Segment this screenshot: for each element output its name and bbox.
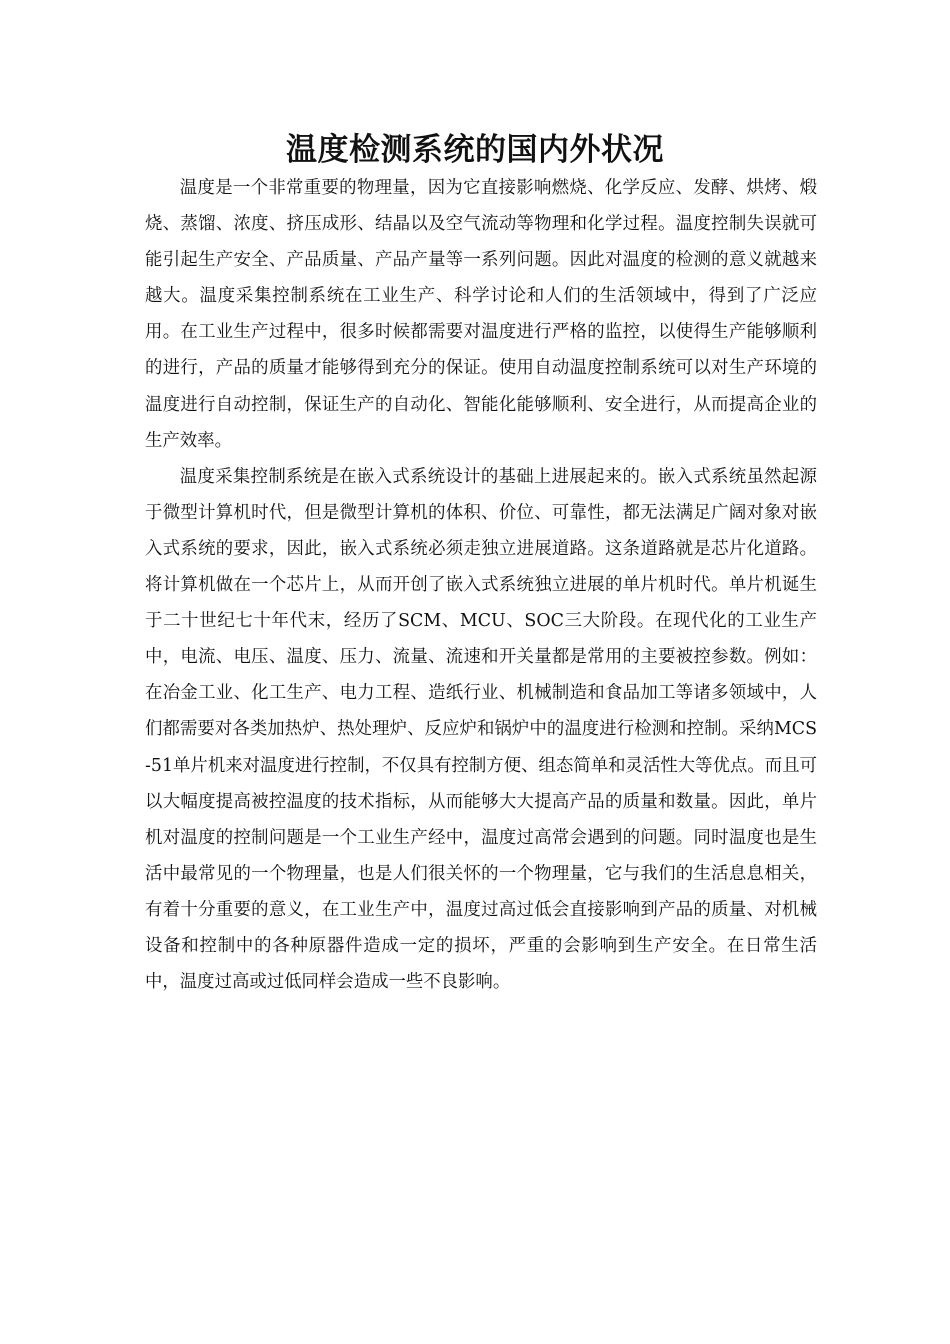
document-body <box>145 170 817 1000</box>
paragraph-1: 温度是一个非常重要的物理量，因为它直接影响燃烧、化学反应、发酵、烘烤、煅烧、蒸馏、浓度、挤压成形、结晶以及空气流动等物理和化学过程。温度控制失误就可能引起生产安全、产品质量、产品产量等一系列问题。因此对温度的检测的意义就越来越大。温度采集控制系统在工业生产、科学讨论和人们的生活领域中，得到了广泛应用。在工业生产过程中，很多时候都需要对温度进行严格的监控，以使得生产能够顺利的进行，产品的质量才能够得到充分的保证。使用自动温度控制系统可以对生产环境的温度进行自动控制，保证生产的自动化、智能化能够顺利、安全进行，从而提高企业的生产效率。 <box>145 178 817 451</box>
document-title: 温度检测系统的国内外状况 <box>286 132 664 168</box>
paragraph-2: 温度采集控制系统是在嵌入式系统设计的基础上进展起来的。嵌入式系统虽然起源于微型计算机时代，但是微型计算机的体积、价位、可靠性，都无法满足广阔对象对嵌入式系统的要求，因此，嵌入式系统必须走独立进展道路。这条道路就是芯片化道路。将计算机做在一个芯片上，从而开创了嵌入式系统独立进展的单片机时代。单片机诞生于二十世纪七十年代末，经历了SCM、MCU、SOC三大阶段。在现代化的工业生产中，电流、电压、温度、压力、流量、流速和开关量都是常用的主要被控参数。例如：在冶金工业、化工生产、电力工程、造纸行业、机械制造和食品加工等诸多领域中，人们都需要对各类加热炉、热处理炉、反应炉和锅炉中的温度进行检测和控制。采纳MCS-51单片机来对温度进行控制，不仅具有控制方便、组态简单和灵活性大等优点。而且可以大幅度提高被控温度的技术指标，从而能够大大提高产品的质量和数量。因此，单片机对温度的控制问题是一个工业生产经中，温度过高常会遇到的问题。同时温度也是生活中最常见的一个物理量，也是人们很关怀的一个物理量，它与我们的生活息息相关，有着十分重要的意义，在工业生产中，温度过高过低会直接影响到产品的质量、对机械设备和控制中的各种原器件造成一定的损坏，严重的会影响到生产安全。在日常生活中，温度过高或过低同样会造成一些不良影响。 <box>145 466 817 993</box>
